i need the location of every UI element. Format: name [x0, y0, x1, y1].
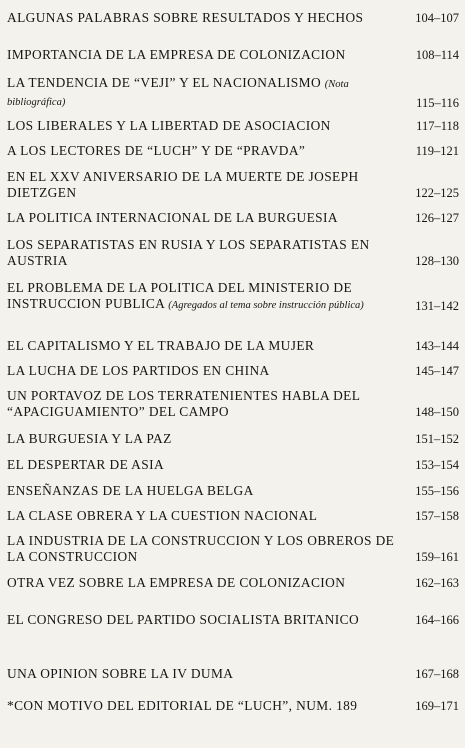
toc-entry — [7, 210, 459, 226]
entry-pages: 128–130 — [415, 254, 459, 268]
toc-entry — [7, 143, 459, 159]
toc-entry — [7, 75, 459, 111]
entry-title: LOS LIBERALES Y LA LIBERTAD DE ASOCIACION — [7, 118, 331, 133]
entry-pages: 131–142 — [415, 299, 459, 313]
entry-pages: 151–152 — [415, 432, 459, 446]
entry-pages: 167–168 — [415, 667, 459, 681]
toc-entry — [7, 533, 459, 565]
entry-title: OTRA VEZ SOBRE LA EMPRESA DE COLONIZACION — [7, 575, 346, 590]
toc-entry — [7, 169, 459, 201]
entry-pages: 148–150 — [415, 405, 459, 419]
entry-pages: 164–166 — [415, 613, 459, 627]
toc-entry — [7, 118, 459, 134]
entry-pages: 143–144 — [415, 339, 459, 353]
entry-title: A LOS LECTORES DE “LUCH” Y DE “PRAVDA” — [7, 143, 306, 158]
entry-title: EL CAPITALISMO Y EL TRABAJO DE LA MUJER — [7, 338, 315, 353]
entry-title: LA CLASE OBRERA Y LA CUESTION NACIONAL — [7, 508, 318, 523]
entry-pages: 117–118 — [416, 119, 459, 133]
entry-title: LA BURGUESIA Y LA PAZ — [7, 431, 172, 446]
entry-note: (Nota bibliográfica) — [7, 79, 349, 108]
toc-entry — [7, 457, 459, 473]
toc-entry — [7, 612, 459, 628]
entry-title: LA POLITICA INTERNACIONAL DE LA BURGUESIA — [7, 210, 338, 225]
entry-pages: 119–121 — [415, 144, 459, 158]
entry-title: LA INDUSTRIA DE LA CONSTRUCCION Y LOS OBREROS DE LA CONSTRUCCION — [7, 533, 395, 564]
entry-title: EL CONGRESO DEL PARTIDO SOCIALISTA BRITANICO — [7, 612, 360, 627]
entry-pages: 159–161 — [415, 550, 459, 564]
entry-pages: 157–158 — [415, 509, 459, 523]
entry-title: *CON MOTIVO DEL EDITORIAL DE “LUCH”, NUM. 189 — [7, 698, 358, 713]
toc-entry — [7, 508, 459, 524]
toc-entry — [7, 666, 459, 682]
entry-title: EN EL XXV ANIVERSARIO DE LA MUERTE DE JOSEPH DIETZGEN — [7, 169, 359, 200]
entry-pages: 126–127 — [415, 211, 459, 225]
toc-entry — [7, 388, 459, 420]
entry-title: EL DESPERTAR DE ASIA — [7, 457, 165, 472]
entry-pages: 169–171 — [415, 699, 459, 713]
toc-entry — [7, 47, 459, 63]
toc-entry — [7, 363, 459, 379]
toc-entry — [7, 575, 459, 591]
entry-pages: 155–156 — [415, 484, 459, 498]
toc-entry — [7, 698, 459, 714]
toc-entry — [7, 10, 459, 26]
entry-title: LOS SEPARATISTAS EN RUSIA Y LOS SEPARATISTAS EN AUSTRIA — [7, 237, 370, 268]
entry-pages: 122–125 — [415, 186, 459, 200]
entry-pages: 153–154 — [415, 458, 459, 472]
entry-title: UN PORTAVOZ DE LOS TERRATENIENTES HABLA DEL “APACIGUAMIENTO” DEL CAMPO — [7, 388, 360, 419]
entry-title: ALGUNAS PALABRAS SOBRE RESULTADOS Y HECHOS — [7, 10, 364, 25]
entry-title: IMPORTANCIA DE LA EMPRESA DE COLONIZACION — [7, 47, 346, 62]
entry-pages: 162–163 — [415, 576, 459, 590]
entry-title: LA TENDENCIA DE “VEJI” Y EL NACIONALISMO — [7, 75, 322, 90]
toc-entry — [7, 483, 459, 499]
entry-pages: 104–107 — [415, 11, 459, 25]
entry-note: (Agregados al tema sobre instrucción pública) — [168, 300, 364, 311]
entry-title: ENSEÑANZAS DE LA HUELGA BELGA — [7, 483, 254, 498]
entry-title: LA LUCHA DE LOS PARTIDOS EN CHINA — [7, 363, 270, 378]
toc-entry — [7, 237, 459, 269]
entry-pages: 108–114 — [415, 48, 459, 62]
toc-entry — [7, 280, 459, 314]
toc-entry — [7, 338, 459, 354]
entry-pages: 145–147 — [415, 364, 459, 378]
entry-pages: 115–116 — [416, 96, 459, 110]
entry-title: UNA OPINION SOBRE LA IV DUMA — [7, 666, 234, 681]
toc-entry — [7, 431, 459, 447]
entry-title: EL PROBLEMA DE LA POLITICA DEL MINISTERIO DE INSTRUCCION PUBLICA — [7, 280, 353, 311]
